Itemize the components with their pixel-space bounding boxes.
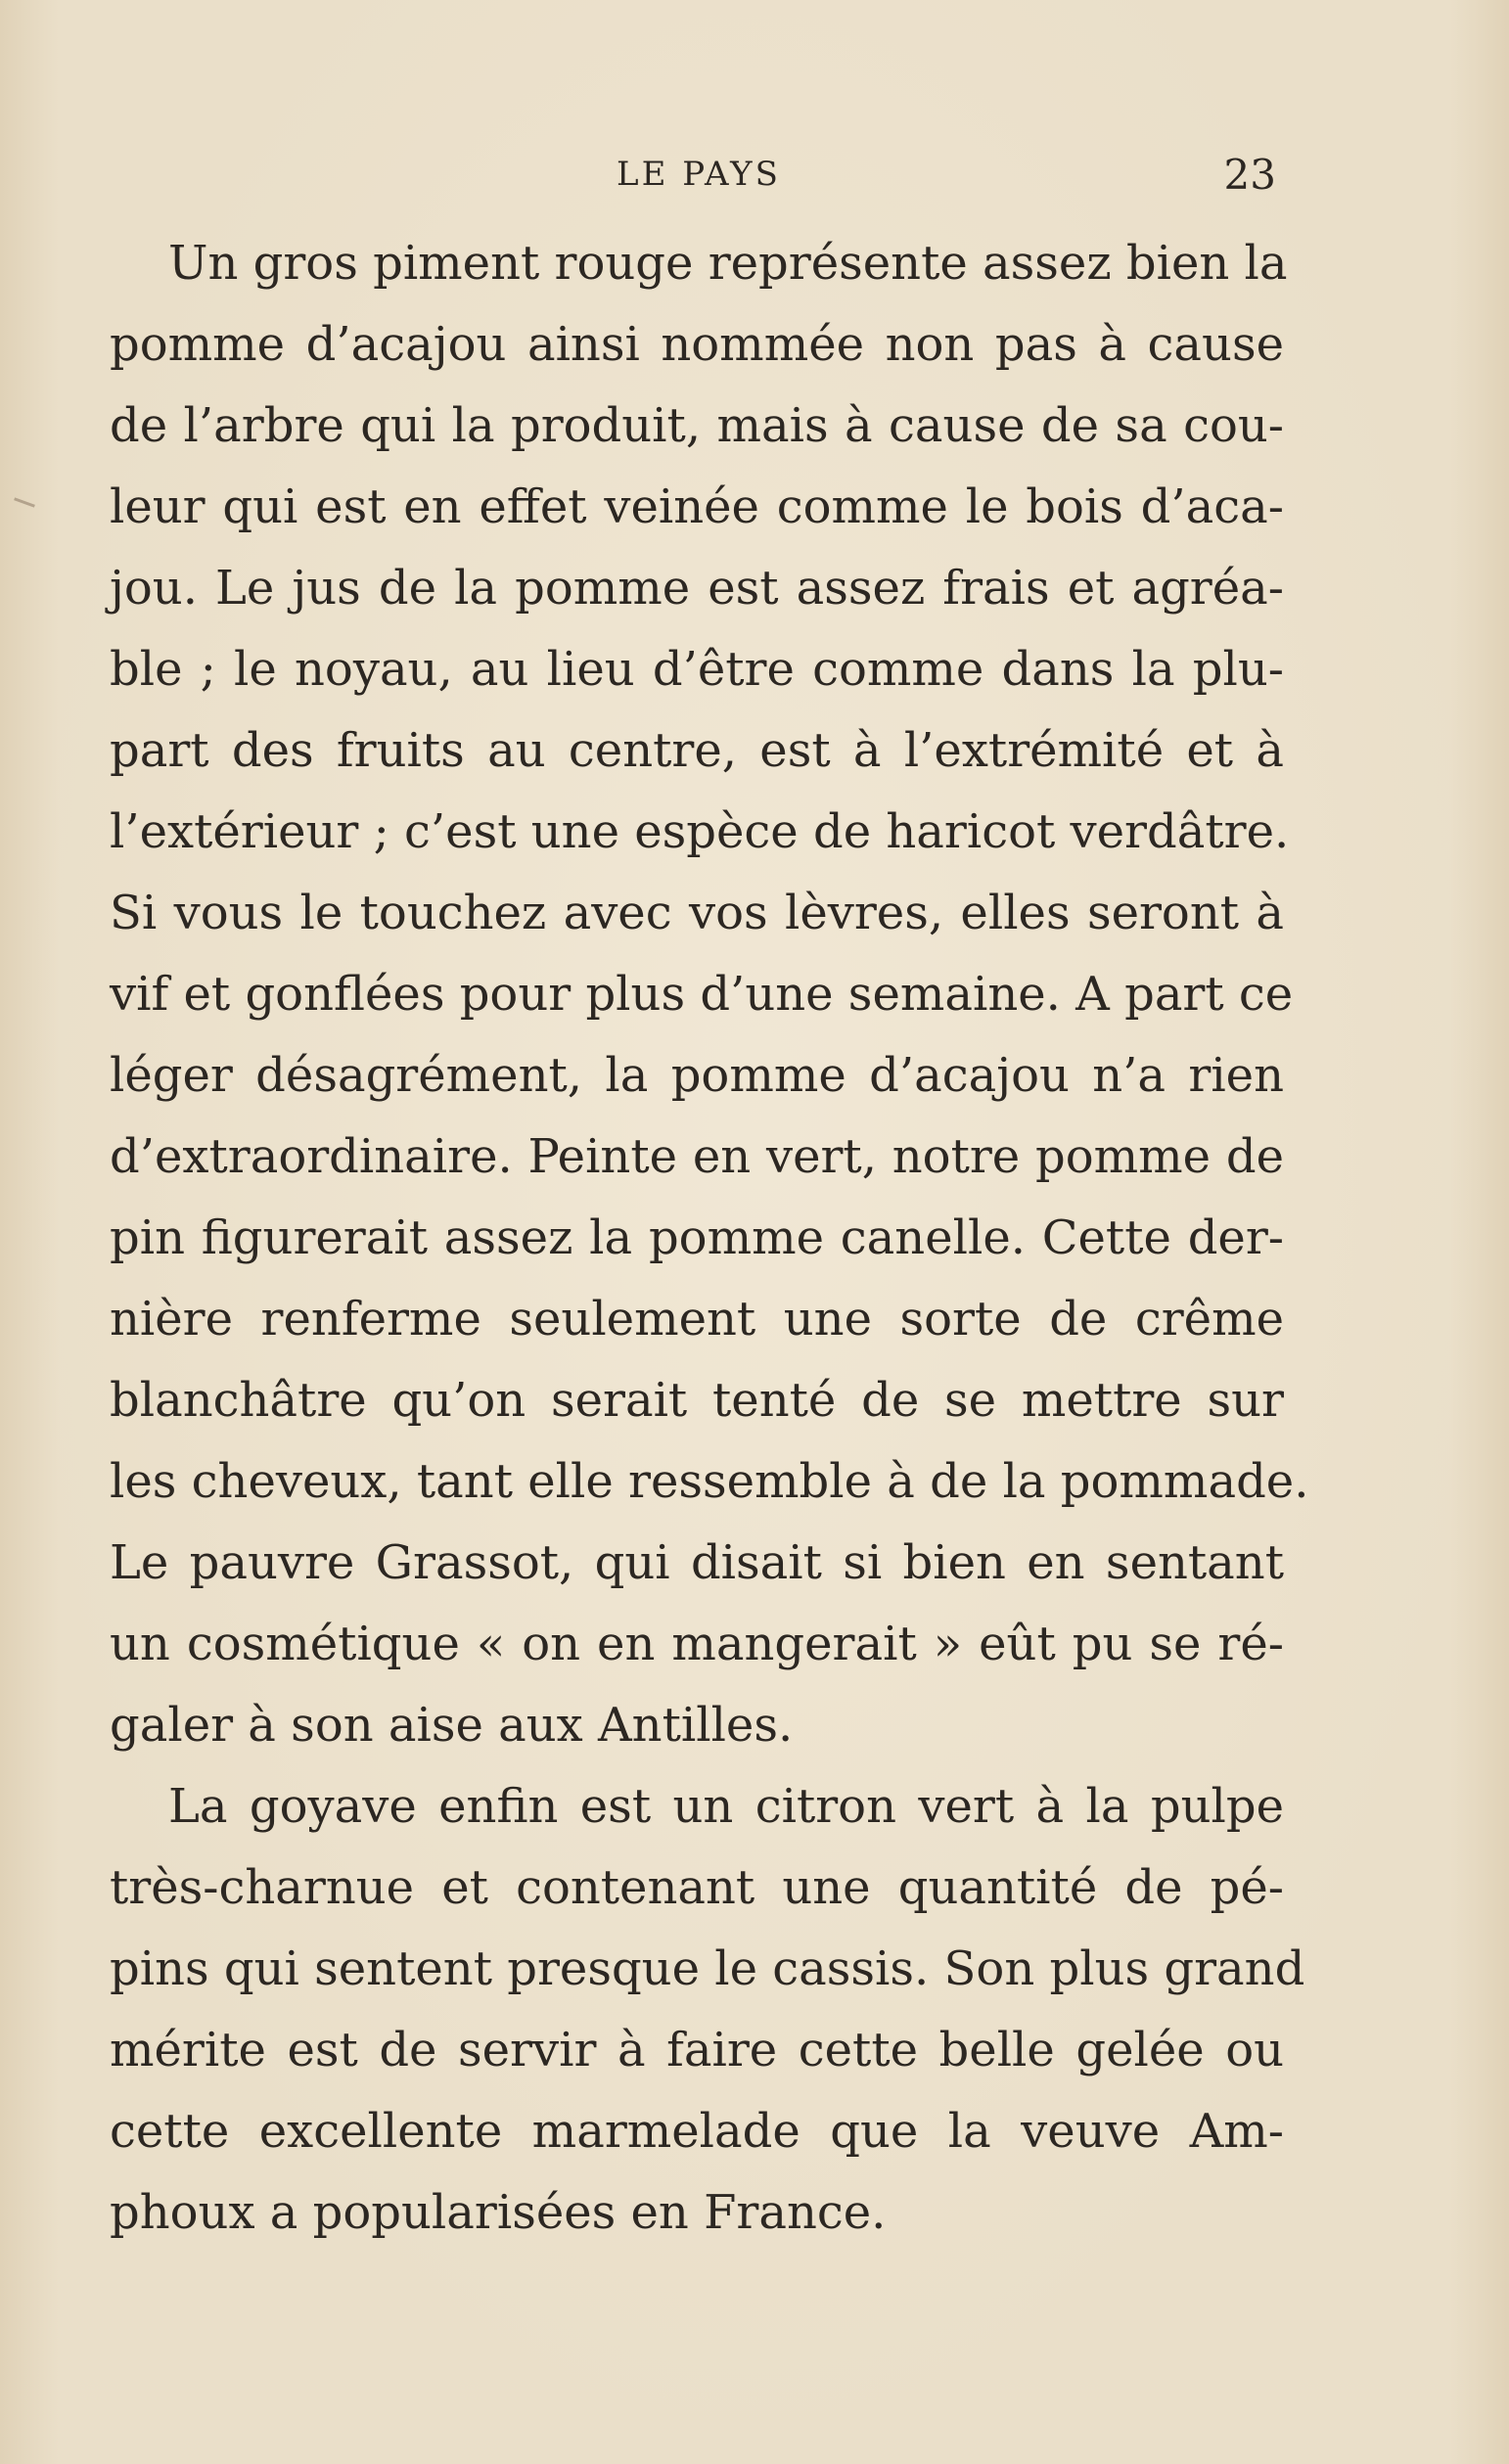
text-line: Un gros piment rouge représente assez bien la xyxy=(168,236,1288,291)
text-line: ble ; le noyau, au lieu d’être comme dans la plu- xyxy=(110,642,1284,697)
text-line: Si vous le touchez avec vos lèvres, elles seront à xyxy=(110,886,1284,940)
text-line: léger désagrément, la pomme d’acajou n’a rien xyxy=(110,1048,1284,1103)
text-line: l’extérieur ; c’est une espèce de haricot verdâtre. xyxy=(110,804,1290,859)
body-text xyxy=(110,223,1309,2254)
text-line: part des fruits au centre, est à l’extrémité et à xyxy=(110,723,1284,778)
text-line: pomme d’acajou ainsi nommée non pas à cause xyxy=(110,317,1284,372)
page-number: 23 xyxy=(1223,151,1276,199)
text-line: blanchâtre qu’on serait tenté de se mettre sur xyxy=(110,1373,1284,1428)
running-title: LE PAYS xyxy=(617,155,781,194)
text-line: mérite est de servir à faire cette belle gelée ou xyxy=(110,2023,1284,2077)
text-line: cette excellente marmelade que la veuve Am- xyxy=(110,2104,1284,2159)
text-line: pins qui sentent presque le cassis. Son plus grand xyxy=(110,1941,1305,1996)
paragraph-1 xyxy=(110,223,1309,1766)
text-line: leur qui est en effet veinée comme le bois d’aca- xyxy=(110,479,1284,534)
text-line: de l’arbre qui la produit, mais à cause de sa cou- xyxy=(110,398,1284,453)
text-line: d’extraordinaire. Peinte en vert, notre pomme de xyxy=(110,1129,1284,1184)
margin-speck xyxy=(14,497,35,507)
text-line: vif et gonflées pour plus d’une semaine. A part ce xyxy=(110,967,1294,1022)
text-line: nière renferme seulement une sorte de crême xyxy=(110,1292,1284,1346)
text-line: très-charnue et contenant une quantité de pé- xyxy=(110,1860,1284,1915)
text-line: pin figurerait assez la pomme canelle. Cette der- xyxy=(110,1210,1284,1265)
text-line: un cosmétique « on en mangerait » eût pu se ré- xyxy=(110,1617,1284,1671)
paragraph-2 xyxy=(110,1766,1305,2254)
text-line: La goyave enfin est un citron vert à la pulpe xyxy=(168,1779,1284,1834)
text-line: phoux a popularisées en France. xyxy=(110,2185,887,2240)
text-line: jou. Le jus de la pomme est assez frais et agréa- xyxy=(110,561,1284,616)
text-line: Le pauvre Grassot, qui disait si bien en sentant xyxy=(110,1535,1284,1590)
text-line: galer à son aise aux Antilles. xyxy=(110,1698,794,1753)
page-header xyxy=(0,151,1509,202)
text-line: les cheveux, tant elle ressemble à de la pommade. xyxy=(110,1454,1309,1509)
